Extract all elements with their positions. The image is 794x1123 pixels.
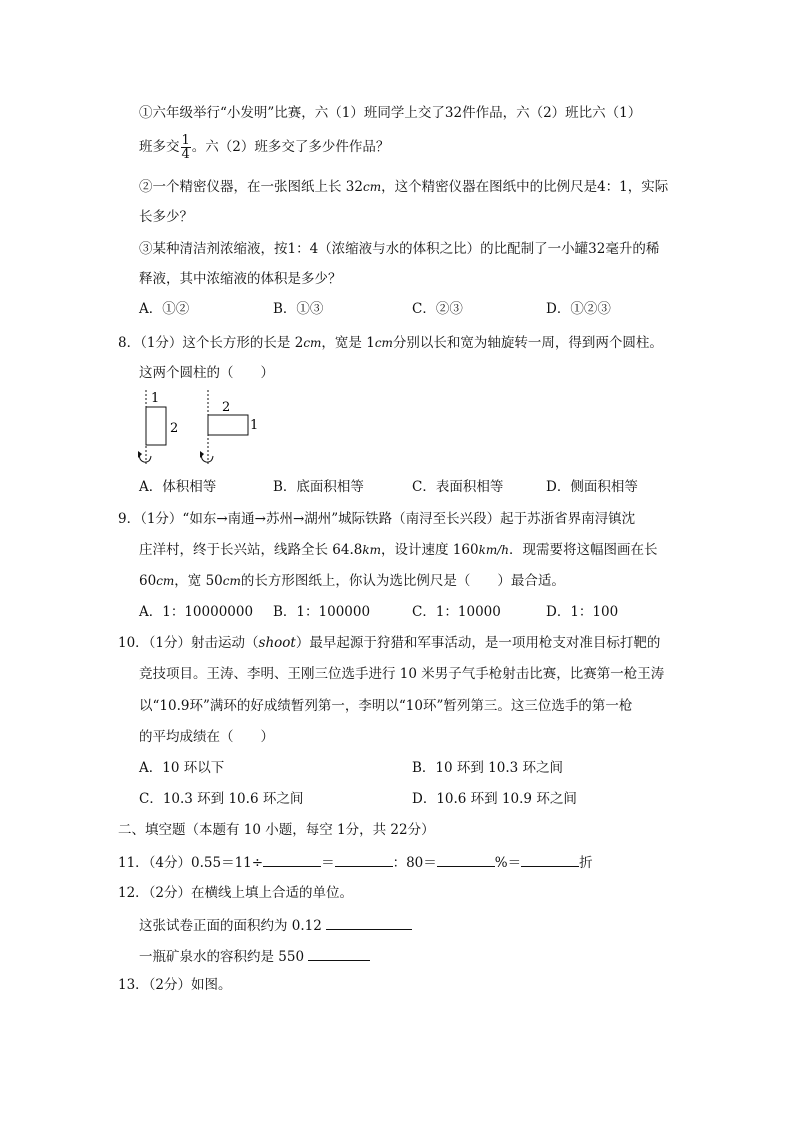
- section-heading-fill-in: 二、填空题（本题有 10 小题，每空 1分，共 22分）: [118, 822, 435, 838]
- q11-text-a: 11．（4分）0.55＝11÷: [118, 855, 264, 871]
- q10-line3: 以“10.9环”满环的好成绩暂列第一，李明以“10环”暂列第三。这三位选手的第一枪: [139, 698, 633, 714]
- answer-blank[interactable]: [326, 915, 412, 930]
- q10-line4: 的平均成绩在（ ）: [139, 729, 274, 745]
- q11-line: [118, 852, 593, 873]
- q9-option-d[interactable]: D．1：100: [546, 604, 619, 620]
- label-width: 1: [250, 418, 259, 433]
- q10-option-a[interactable]: A．10 环以下: [139, 760, 225, 776]
- q12-line1: [139, 915, 412, 936]
- q8-line2: 这两个圆柱的（ ）: [139, 365, 274, 381]
- q8-option-a[interactable]: A．体积相等: [139, 479, 217, 495]
- q7-option-a[interactable]: A．①②: [139, 301, 190, 317]
- q7-option-c[interactable]: C．②③: [412, 301, 463, 317]
- q7-item3-line1: ③某种清洁剂浓缩液，按1：4（浓缩液与水的体积之比）的比配制了一小罐32毫升的稀: [139, 241, 660, 257]
- q10-option-c[interactable]: C．10.3 环到 10.6 环之间: [139, 791, 304, 807]
- answer-blank[interactable]: [263, 852, 321, 867]
- q7-option-d[interactable]: D．①②③: [546, 301, 611, 317]
- q9-text-e: ，宽 50: [174, 573, 223, 589]
- q10-text-a: 10．（1分）射击运动（: [118, 635, 259, 651]
- rectangle-tall: [146, 407, 166, 445]
- unit-cm: cm: [303, 336, 322, 350]
- fraction-denominator: 4: [181, 147, 190, 162]
- q8-line1: [118, 333, 663, 353]
- q11-text-b: ＝: [321, 855, 335, 871]
- fraction-one-quarter: [181, 134, 191, 161]
- answer-blank[interactable]: [335, 852, 393, 867]
- q7-item2-text-b: ，这个精密仪器在图纸中的比例尺是4：1，实际: [381, 179, 669, 195]
- q8-option-d[interactable]: D．侧面积相等: [546, 479, 638, 495]
- q8-option-c[interactable]: C．表面积相等: [412, 479, 504, 495]
- unit-cm: cm: [362, 180, 382, 194]
- label-width: 1: [151, 391, 160, 406]
- unit-km: km: [362, 543, 382, 557]
- q11-text-c: ：80＝: [392, 855, 437, 871]
- q8-text-b: ，宽是 1: [321, 335, 375, 351]
- q7-item1-line2: [139, 134, 389, 161]
- answer-blank[interactable]: [437, 852, 495, 867]
- q9-text-a: 庄洋村，终于长兴站，线路全长 64.8: [139, 542, 363, 558]
- rectangle-wide: [208, 415, 248, 435]
- q9-text-d: 60: [139, 573, 157, 589]
- q11-text-e: 折: [579, 855, 593, 871]
- q7-item1-text-b: 。六（2）班多交了多少件作品？: [191, 139, 390, 155]
- unit-cm: cm: [374, 336, 393, 350]
- q8-option-b[interactable]: B．底面积相等: [273, 479, 364, 495]
- q7-item2-line2: 长多少？: [139, 209, 193, 225]
- q11-text-d: %＝: [494, 855, 522, 871]
- q8-text-a: 8．（1分）这个长方形的长是 2: [118, 335, 304, 351]
- q9-text-b: ，设计速度 160: [381, 542, 479, 558]
- q7-item3-line2: 释液，其中浓缩液的体积是多少？: [139, 271, 342, 287]
- q10-text-b: ）最早起源于狩猎和军事活动，是一项用枪支对准目标打靶的: [295, 635, 661, 651]
- rectangle-rotation-figure: [130, 388, 270, 468]
- q13-title: 13．（2分）如图。: [118, 977, 232, 993]
- unit-cm: cm: [156, 574, 175, 588]
- q7-item1-line1: ①六年级举行“小发明”比赛，六（1）班同学上交了32件作品，六（2）班比六（1）: [139, 105, 642, 121]
- q9-line1: 9．（1分）“如东→南通→苏州→湖州”城际铁路（南浔至长兴段）起于苏浙省界南浔镇沈: [118, 511, 636, 527]
- q9-option-c[interactable]: C．1：10000: [412, 604, 501, 620]
- unit-kmh: km/h: [478, 543, 509, 557]
- q8-text-c: 分别以长和宽为轴旋转一周，得到两个圆柱。: [392, 335, 663, 351]
- label-length: 2: [170, 421, 179, 436]
- q9-option-b[interactable]: B．1：100000: [273, 604, 371, 620]
- q10-option-d[interactable]: D．10.6 环到 10.9 环之间: [412, 791, 577, 807]
- q10-option-b[interactable]: B．10 环到 10.3 环之间: [412, 760, 564, 776]
- label-length: 2: [222, 400, 231, 415]
- q10-shoot-word: shoot: [258, 635, 296, 651]
- q12-title: 12．（2分）在横线上填上合适的单位。: [118, 885, 354, 901]
- q9-line2: [139, 540, 658, 560]
- q7-item2-line1: [139, 177, 668, 197]
- q12-line2: [139, 946, 370, 967]
- q10-line1: [118, 633, 660, 653]
- fraction-numerator: 1: [181, 133, 190, 148]
- q7-option-b[interactable]: B．①③: [273, 301, 324, 317]
- q9-text-c: ．现需要将这幅图画在长: [509, 542, 658, 558]
- q9-option-a[interactable]: A．1：10000000: [139, 604, 254, 620]
- q12-text-b: 一瓶矿泉水的容积约是 550: [139, 949, 305, 965]
- answer-blank[interactable]: [308, 946, 370, 961]
- q9-text-f: 的长方形图纸上，你认为选比例尺是（ ）最合适。: [240, 573, 565, 589]
- answer-blank[interactable]: [521, 852, 579, 867]
- q7-item1-text-a: 班多交: [139, 139, 180, 155]
- unit-cm: cm: [222, 574, 241, 588]
- q7-item2-text-a: ②一个精密仪器，在一张图纸上长 32: [139, 179, 363, 195]
- q12-text-a: 这张试卷正面的面积约为 0.12: [139, 918, 322, 934]
- q10-line2: 竞技项目。王涛、李明、王刚三位选手进行 10 米男子气手枪射击比赛，比赛第一枪王涛: [139, 666, 665, 682]
- q9-line3: [139, 571, 565, 591]
